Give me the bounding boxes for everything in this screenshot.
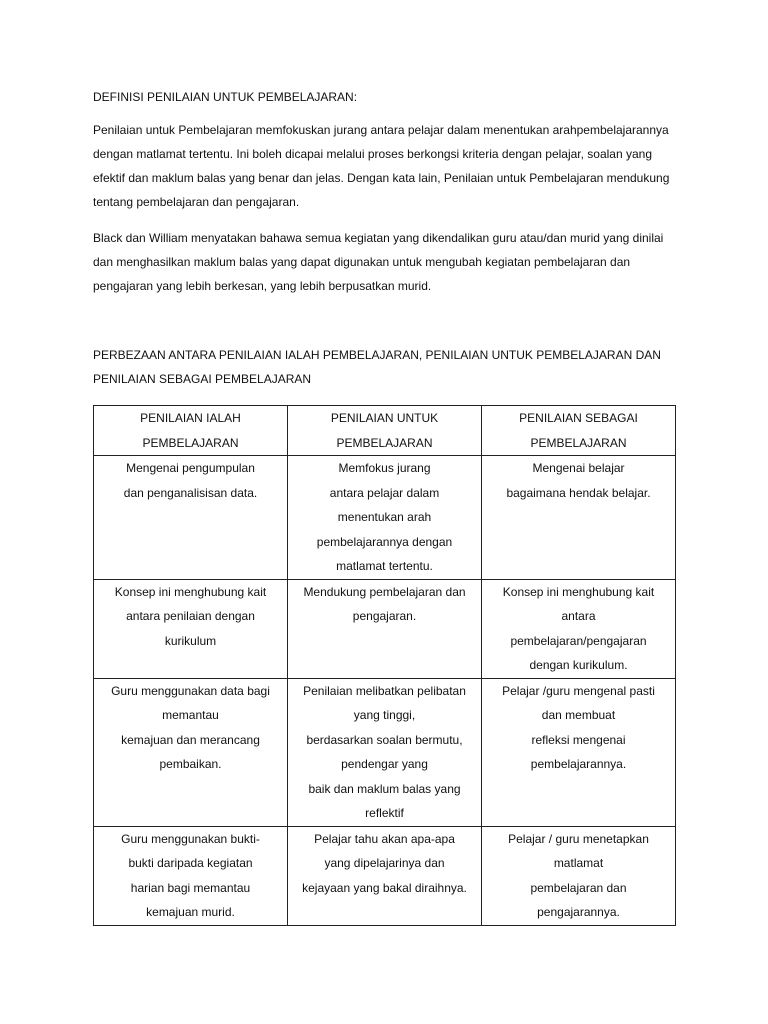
- table-cell: Pelajar tahu akan apa-apa yang dipelajarinya dan kejayaan yang bakal diraihnya.: [288, 826, 482, 925]
- definition-paragraph-2: Black dan William menyatakan bahawa semua kegiatan yang dikendalikan guru atau/dan murid yang dinilai dan menghasilkan maklum balas yang dapat digunakan untuk mengubah kegiatan pembelajaran dan pengajaran yang lebih berkesan, yang lebih berpusatkan murid.: [93, 231, 664, 293]
- comparison-heading: PERBEZAAN ANTARA PENILAIAN IALAH PEMBELAJARAN, PENILAIAN UNTUK PEMBELAJARAN DAN PENILAIAN SEBAGAI PEMBELAJARAN: [93, 348, 661, 386]
- table-cell: Mengenai pengumpulan dan penganalisisan data.: [94, 456, 288, 580]
- header-assessment-of-learning: PENILAIAN IALAH PEMBELAJARAN: [94, 406, 288, 456]
- header-assessment-as-learning: PENILAIAN SEBAGAI PEMBELAJARAN: [482, 406, 676, 456]
- table-cell: Konsep ini menghubung kait antara penilaian dengan kurikulum: [94, 579, 288, 678]
- header-assessment-for-learning: PENILAIAN UNTUK PEMBELAJARAN: [288, 406, 482, 456]
- table-row: [94, 456, 676, 580]
- table-header-row: [94, 406, 676, 456]
- table-cell: Mengenai belajar bagaimana hendak belajar.: [482, 456, 676, 580]
- definition-paragraph-1: Penilaian untuk Pembelajaran memfokuskan jurang antara pelajar dalam menentukan arahpembelajarannya dengan matlamat tertentu. Ini boleh dicapai melalui proses berkongsi kriteria dengan pelajar, soalan yang efektif dan maklum balas yang benar dan jelas. Dengan kata lain, Penilaian untuk Pembelajaran mendukung tentang pembelajaran dan pengajaran.: [93, 123, 670, 209]
- table-row: [94, 579, 676, 678]
- table-cell: Pelajar /guru mengenal pasti dan membuat refleksi mengenai pembelajarannya.: [482, 678, 676, 826]
- comparison-table: [93, 405, 676, 926]
- table-cell: Guru menggunakan data bagi memantau kemajuan dan merancang pembaikan.: [94, 678, 288, 826]
- table-cell: Pelajar / guru menetapkan matlamat pembelajaran dan pengajarannya.: [482, 826, 676, 925]
- table-row: [94, 678, 676, 826]
- definition-heading: DEFINISI PENILAIAN UNTUK PEMBELAJARAN:: [93, 90, 358, 104]
- table-cell: Guru menggunakan bukti- bukti daripada kegiatan harian bagi memantau kemajuan murid.: [94, 826, 288, 925]
- table-cell: Memfokus jurang antara pelajar dalam menentukan arah pembelajarannya dengan matlamat tertentu.: [288, 456, 482, 580]
- table-row: [94, 826, 676, 925]
- table-cell: Mendukung pembelajaran dan pengajaran.: [288, 579, 482, 678]
- table-cell: Penilaian melibatkan pelibatan yang tinggi, berdasarkan soalan bermutu, pendengar yang baik dan maklum balas yang reflektif: [288, 678, 482, 826]
- table-cell: Konsep ini menghubung kait antara pembelajaran/pengajaran dengan kurikulum.: [482, 579, 676, 678]
